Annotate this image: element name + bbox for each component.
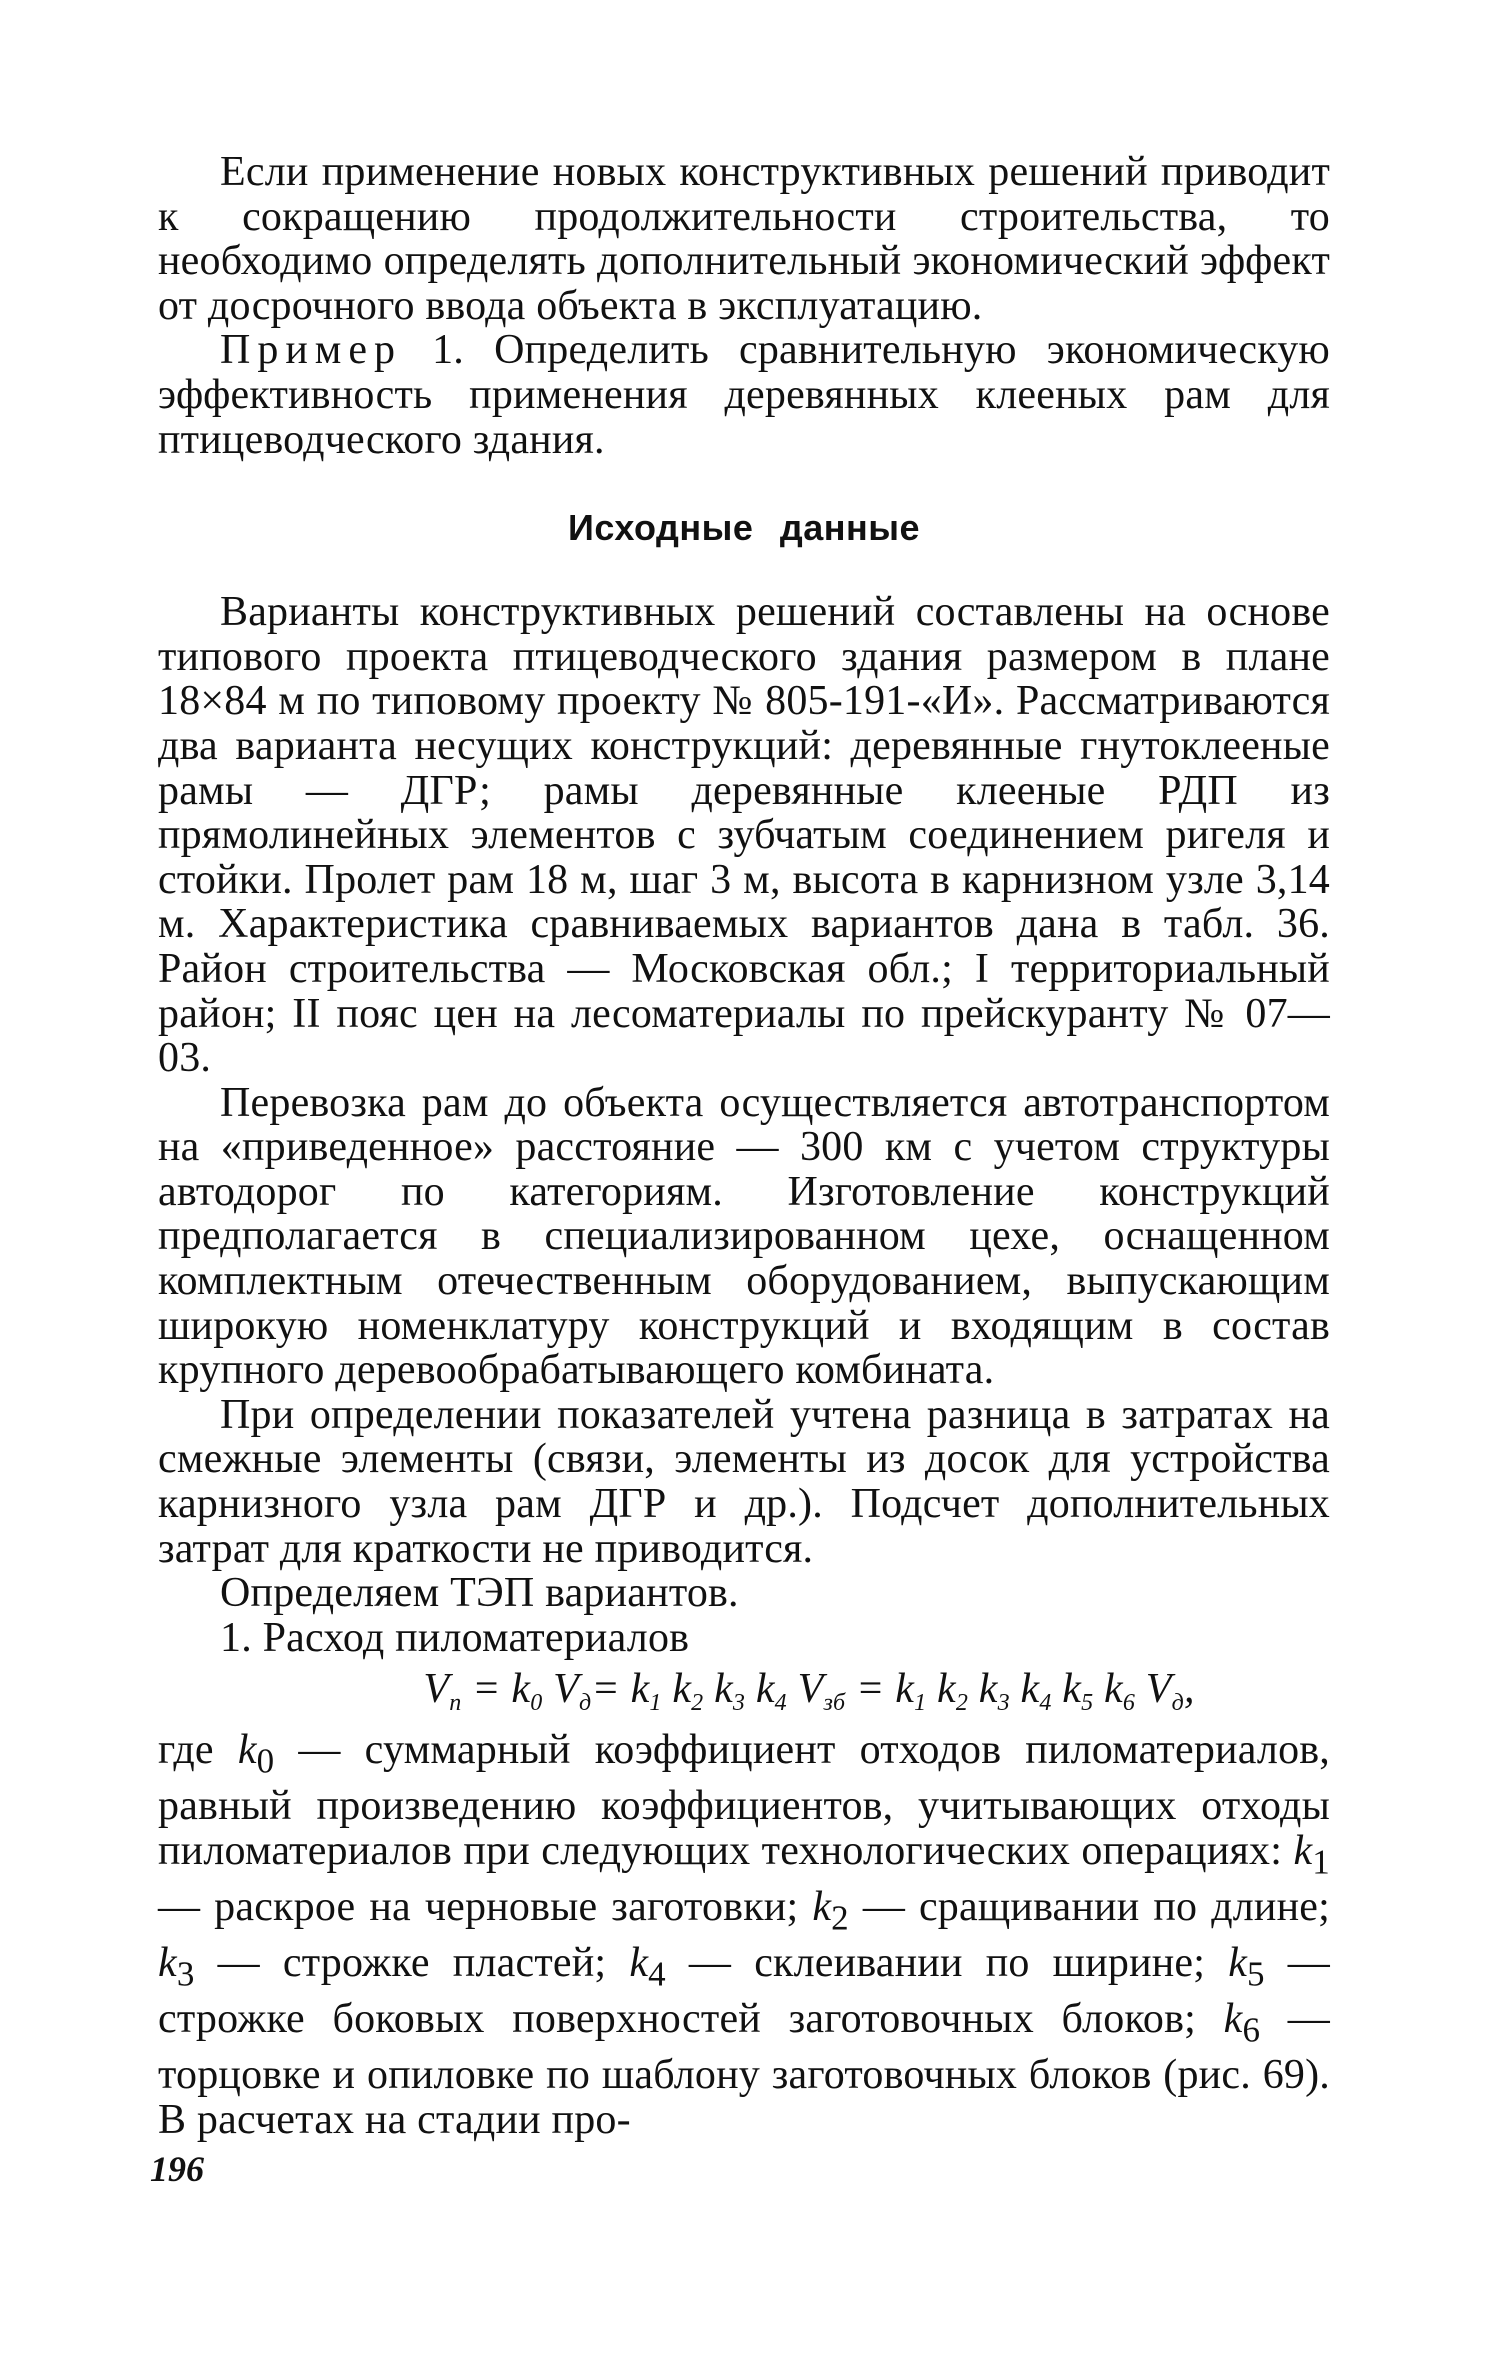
paragraph-early-commissioning: Если применение новых конструктивных решений приводит к сокращению продолжительности строительства, то необходимо определять дополнительный экономический эффект от досрочного ввода объекта в эксплуатацию. xyxy=(158,149,1330,329)
paragraph-lumber-consumption: 1. Расход пиломатериалов xyxy=(220,1614,690,1661)
page-number: 196 xyxy=(150,2149,204,2189)
paragraph-design-variants: Варианты конструктивных решений составлены на основе типового проекта птицеводческого здания размером в плане 18×84 м по типовому проекту № 805-191-«И». Рассматриваются два варианта несущих конструкций: деревянные гнутоклееные рамы — ДГР; рамы деревянные клееные РДП из прямолинейных элементов с зубчатым соединением ригеля и стойки. Пролет рам 18 м, шаг 3 м, высота в карнизном узле 3,14 м. Характеристика сравниваемых вариантов дана в табл. 36. Район строительства — Московская обл.; I территориальный район; II пояс цен на лесоматериалы по прейскуранту № 07—03. xyxy=(158,589,1330,1082)
section-heading-initial-data: Исходные данные xyxy=(567,507,921,549)
example-label: Пример xyxy=(220,327,403,374)
example-text: 1. Определить сравнительную экономическую эффективность применения деревянных клееных рам для птицеводческого здания. xyxy=(158,327,1330,463)
paragraph-determine-tep: Определяем ТЭП вариантов. xyxy=(220,1570,739,1617)
book-page xyxy=(158,150,1330,2142)
lumber-formula: $V_п = k_0$ $V_д= k_1$ $k_2$ $k_3$ $k_4$ $V_{зб} = k_1$ $k_2$ $k_3$ $k_4$ $k_5$ $k_6$ $V_д$, xyxy=(423,1666,1195,1717)
paragraph-coefficient-definitions: где $k_0$ — суммарный коэффициент отходов пиломатериалов, равный произведению коэффициентов, учитывающих отходы пиломатериалов при следующих технологических операциях: $k_1$ — раскрое на черновые заготовки; $k_2$ — сращивании по длине; $k_3$ — строжке пластей; $k_4$ — склеивании по ширине; $k_5$ — строжке боковых поверхностей заготовочных блоков; $k_6$ — торцовке и опиловке по шаблону заготовочных блоков (рис. 69). В расчетах на стадии про- xyxy=(158,1727,1331,2143)
paragraph-indicators: При определении показателей учтена разница в затратах на смежные элементы (связи, элементы из досок для устройства карнизного узла рам ДГР и др.). Подсчет дополнительных затрат для краткости не приводится. xyxy=(158,1391,1330,1572)
paragraph-example-1 xyxy=(158,328,1330,462)
paragraph-transportation: Перевозка рам до объекта осуществляется автотранспортом на «приведенное» расстояние — 300 км с учетом структуры автодорог по категориям. Изготовление конструкций предполагается в специализированном цехе, оснащенном комплектным отечественным оборудованием, выпускающим широкую номенклатуру конструкций и входящим в состав крупного деревообрабатывающего комбината. xyxy=(158,1079,1330,1394)
